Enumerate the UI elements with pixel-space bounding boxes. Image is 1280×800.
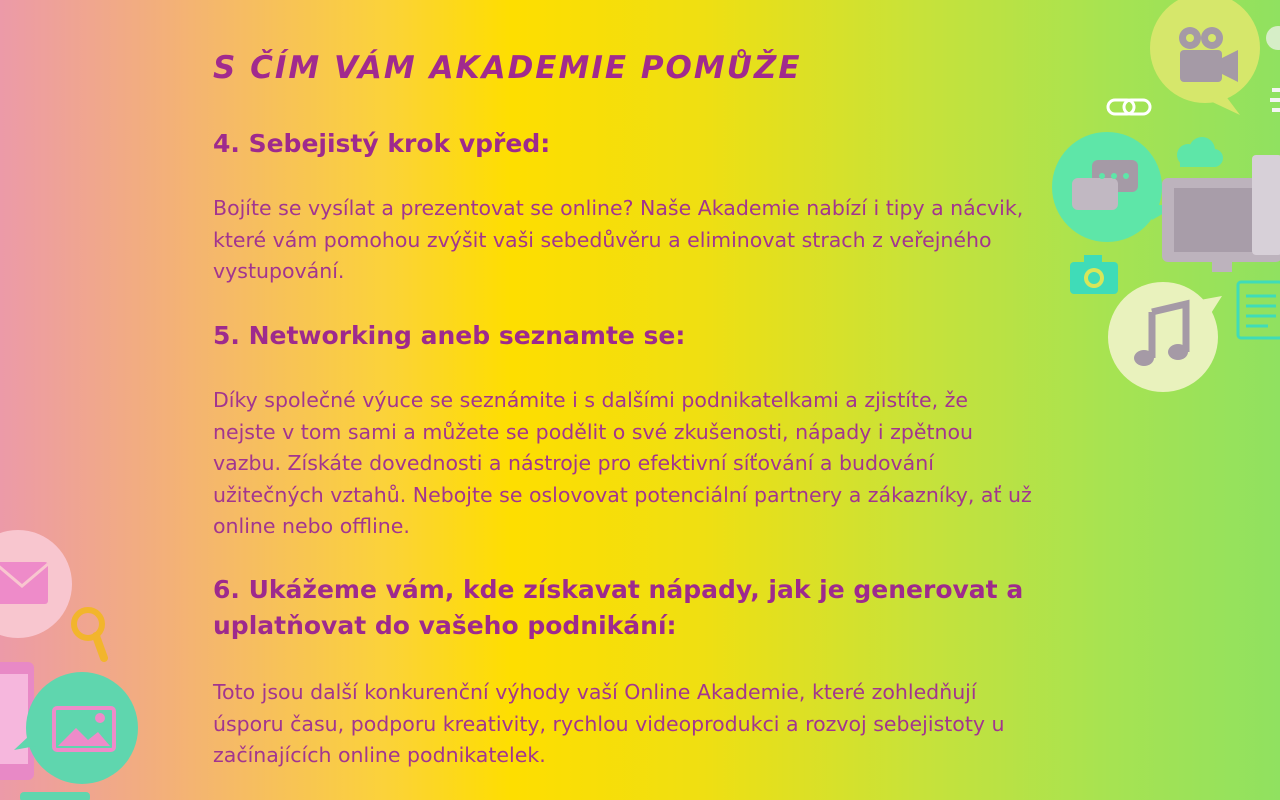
decor-right [1040,0,1280,400]
link-icon [1108,100,1150,114]
decor-left [0,520,150,800]
camera-icon [1070,255,1118,294]
document-icon [1238,282,1280,338]
chat-icon [1052,132,1178,242]
section-heading-6: 6. Ukážeme vám, kde získavat nápady, jak je generovat a uplatňovat do vašeho podnikání: [213,575,1024,640]
cloud-icon [1177,137,1223,167]
section-body-5: Díky společné výuce se seznámite i s dalšími podnikatelkami a zjistíte, že nejste v tom sami a můžete se podělit o své zkušenosti, nápady i zpětnou vazbu. Získáte dovednosti a nástroje pro efektivní síťování a budování užitečných vztahů. Nebojte se oslovovat potenciální partnery a zákazníky, ať už online nebo offline. [213,388,1032,538]
music-note-icon [1108,282,1222,392]
monitor-icon [1162,155,1280,272]
section-body-4: Bojíte se vysílat a prezentovat se online? Naše Akademie nabízí i tipy a nácvik, které vám pomohou zvýšit vaši sebedůvěru a eliminovat strach z veřejného vystupování. [213,196,1024,283]
section-heading-4: 4. Sebejistý krok vpřed: [213,129,551,158]
section-body-6: Toto jsou další konkurenční výhody vaší Online Akademie, které zohledňují úsporu času, podporu kreativity, rychlou videoprodukci a rozvoj sebejistoty u začínajících online podnikatelek. [213,680,1005,767]
mail-icon [0,530,72,638]
section-heading-5: 5. Networking aneb seznamte se: [213,321,686,350]
video-camera-icon [1150,0,1260,115]
page-title: S ČÍM VÁM AKADEMIE POMŮŽE [213,50,802,86]
magnifier-icon [74,610,104,658]
